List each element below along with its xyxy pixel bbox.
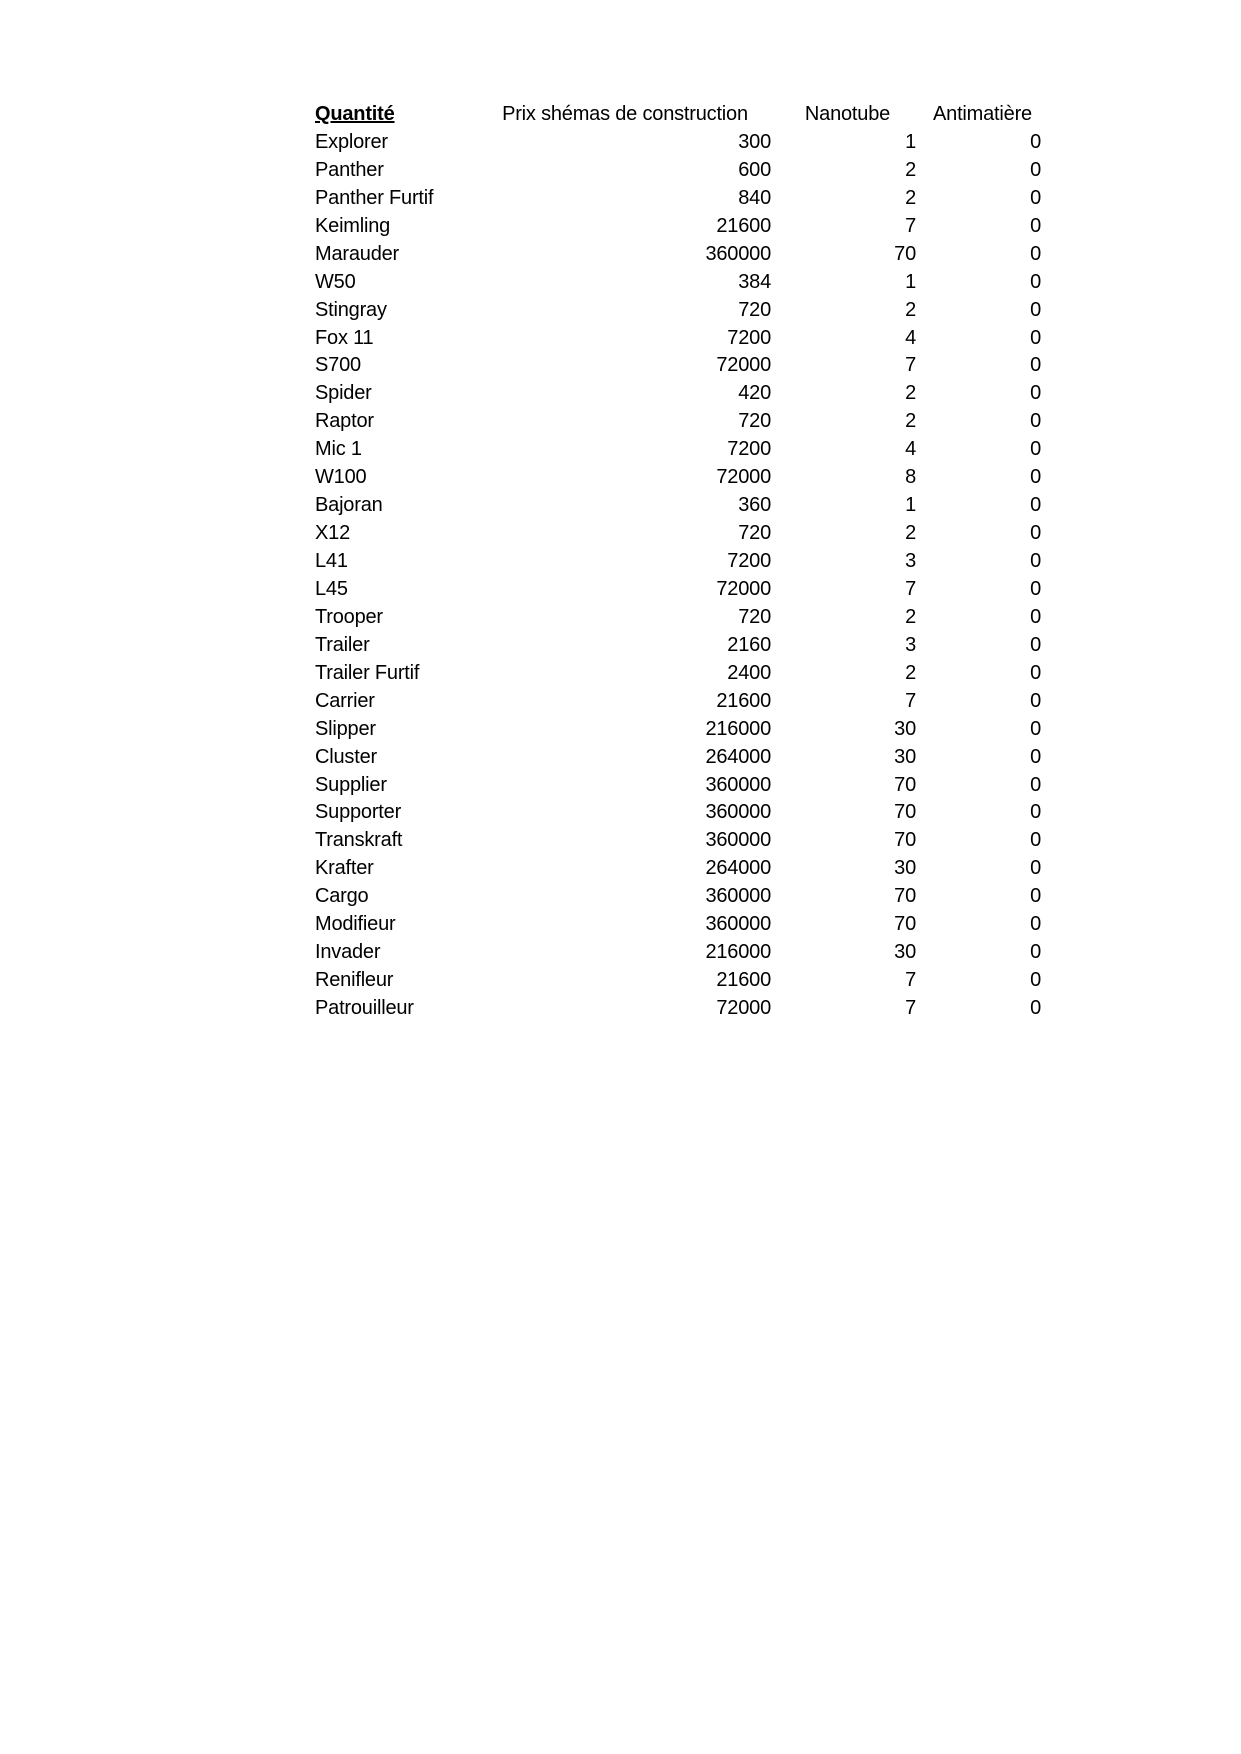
table-row: [315, 660, 1045, 688]
prix-cell: 72000: [716, 354, 771, 377]
antimatiere-cell: 0: [1030, 689, 1041, 712]
antimatiere-cell: 0: [1030, 242, 1041, 265]
antimatiere-cell: 0: [1030, 941, 1041, 964]
table-row: [315, 688, 1045, 716]
prix-cell: 420: [738, 382, 771, 405]
prix-cell: 21600: [716, 214, 771, 237]
ship-name-cell: Fox 11: [315, 326, 374, 349]
nanotube-cell: 30: [894, 745, 916, 768]
prix-cell: 720: [738, 410, 771, 433]
table-row: [315, 241, 1045, 269]
antimatiere-cell: 0: [1030, 913, 1041, 936]
nanotube-cell: 70: [894, 829, 916, 852]
table-row: [315, 967, 1045, 995]
prix-cell: 72000: [716, 997, 771, 1019]
table-row: [315, 520, 1045, 548]
table-row: [315, 995, 1045, 1023]
antimatiere-cell: 0: [1030, 717, 1041, 740]
nanotube-cell: 7: [905, 997, 916, 1019]
ship-name-cell: Trooper: [315, 605, 383, 628]
ship-name-cell: Patrouilleur: [315, 997, 414, 1019]
antimatiere-cell: 0: [1030, 969, 1041, 992]
ship-name-cell: Panther: [315, 158, 384, 181]
prix-cell: 264000: [705, 857, 771, 880]
nanotube-cell: 30: [894, 941, 916, 964]
nanotube-cell: 2: [905, 605, 916, 628]
ship-name-cell: Raptor: [315, 410, 374, 433]
table-row: [315, 744, 1045, 772]
nanotube-cell: 30: [894, 857, 916, 880]
nanotube-cell: 2: [905, 382, 916, 405]
prix-cell: 21600: [716, 969, 771, 992]
ship-name-cell: X12: [315, 522, 350, 545]
nanotube-cell: 30: [894, 717, 916, 740]
antimatiere-cell: 0: [1030, 997, 1041, 1019]
antimatiere-cell: 0: [1030, 214, 1041, 237]
antimatiere-cell: 0: [1030, 633, 1041, 656]
ships-cost-table: [315, 101, 1045, 1023]
ship-name-cell: S700: [315, 354, 361, 377]
ship-name-cell: Marauder: [315, 242, 399, 265]
nanotube-cell: 70: [894, 801, 916, 824]
nanotube-cell: 2: [905, 661, 916, 684]
table-row: [315, 604, 1045, 632]
table-row: [315, 632, 1045, 660]
prix-cell: 2400: [727, 661, 771, 684]
ship-name-cell: W100: [315, 466, 367, 489]
ship-name-cell: Supporter: [315, 801, 402, 824]
table-row: [315, 325, 1045, 353]
antimatiere-cell: 0: [1030, 158, 1041, 181]
table-row: [315, 827, 1045, 855]
prix-cell: 300: [738, 130, 771, 153]
nanotube-cell: 7: [905, 214, 916, 237]
prix-cell: 360000: [705, 913, 771, 936]
table-row: [315, 297, 1045, 325]
nanotube-cell: 7: [905, 577, 916, 600]
nanotube-cell: 8: [905, 466, 916, 489]
antimatiere-cell: 0: [1030, 773, 1041, 796]
ship-name-cell: Cluster: [315, 745, 377, 768]
ship-name-cell: Mic 1: [315, 438, 362, 461]
table-row: [315, 436, 1045, 464]
ship-name-cell: Keimling: [315, 214, 391, 237]
nanotube-cell: 2: [905, 522, 916, 545]
antimatiere-cell: 0: [1030, 605, 1041, 628]
table-body: [315, 129, 1045, 1023]
ship-name-cell: Krafter: [315, 857, 374, 880]
table-row: [315, 269, 1045, 297]
prix-cell: 600: [738, 158, 771, 181]
table-row: [315, 799, 1045, 827]
table-row: [315, 157, 1045, 185]
nanotube-cell: 4: [905, 326, 916, 349]
table-row: [315, 716, 1045, 744]
prix-cell: 360: [738, 494, 771, 517]
ship-name-cell: Supplier: [315, 773, 387, 796]
nanotube-cell: 3: [905, 633, 916, 656]
table-row: [315, 772, 1045, 800]
ship-name-cell: Transkraft: [315, 829, 403, 852]
ship-name-cell: Modifieur: [315, 913, 396, 936]
table-row: [315, 185, 1045, 213]
nanotube-cell: 70: [894, 242, 916, 265]
ship-name-cell: Invader: [315, 941, 381, 964]
ship-name-cell: Explorer: [315, 130, 388, 153]
prix-cell: 7200: [727, 438, 771, 461]
prix-cell: 720: [738, 298, 771, 321]
antimatiere-cell: 0: [1030, 354, 1041, 377]
table-row: [315, 576, 1045, 604]
prix-cell: 7200: [727, 550, 771, 572]
table-header-row: [315, 101, 1045, 129]
prix-cell: 384: [738, 270, 771, 293]
ship-name-cell: Spider: [315, 382, 372, 405]
ship-name-cell: Carrier: [315, 689, 375, 712]
nanotube-cell: 2: [905, 186, 916, 209]
table-row: [315, 129, 1045, 157]
ship-name-cell: Trailer Furtif: [315, 661, 420, 684]
antimatiere-cell: 0: [1030, 298, 1041, 321]
prix-cell: 360000: [705, 829, 771, 852]
prix-cell: 360000: [705, 885, 771, 908]
nanotube-cell: 3: [905, 550, 916, 572]
ship-name-cell: W50: [315, 270, 356, 293]
ship-name-cell: Trailer: [315, 633, 370, 656]
table-row: [315, 911, 1045, 939]
ship-name-cell: Bajoran: [315, 494, 383, 517]
table-row: [315, 213, 1045, 241]
antimatiere-cell: 0: [1030, 745, 1041, 768]
table-row: [315, 408, 1045, 436]
antimatiere-cell: 0: [1030, 438, 1041, 461]
nanotube-cell: 70: [894, 913, 916, 936]
column-header-quantite: [315, 101, 475, 129]
antimatiere-cell: 0: [1030, 410, 1041, 433]
prix-cell: 216000: [705, 941, 771, 964]
antimatiere-cell: 0: [1030, 829, 1041, 852]
table-row: [315, 939, 1045, 967]
antimatiere-cell: 0: [1030, 885, 1041, 908]
nanotube-cell: 2: [905, 158, 916, 181]
prix-cell: 360000: [705, 801, 771, 824]
antimatiere-cell: 0: [1030, 326, 1041, 349]
antimatiere-cell: 0: [1030, 550, 1041, 572]
table-row: [315, 464, 1045, 492]
nanotube-cell: 1: [905, 494, 916, 517]
antimatiere-cell: 0: [1030, 130, 1041, 153]
antimatiere-cell: 0: [1030, 270, 1041, 293]
nanotube-cell: 2: [905, 410, 916, 433]
table-row: [315, 352, 1045, 380]
ship-name-cell: L45: [315, 577, 348, 600]
nanotube-cell: 7: [905, 969, 916, 992]
antimatiere-cell: 0: [1030, 382, 1041, 405]
ship-name-cell: Panther Furtif: [315, 186, 434, 209]
prix-cell: 21600: [716, 689, 771, 712]
nanotube-cell: 1: [905, 270, 916, 293]
antimatiere-cell: 0: [1030, 801, 1041, 824]
table-row: [315, 883, 1045, 911]
table-row: [315, 548, 1045, 576]
table-row: [315, 380, 1045, 408]
prix-cell: 720: [738, 605, 771, 628]
nanotube-cell: 4: [905, 438, 916, 461]
antimatiere-cell: 0: [1030, 466, 1041, 489]
nanotube-cell: 7: [905, 689, 916, 712]
column-header-antimatiere: Antimatière: [933, 103, 1032, 125]
nanotube-cell: 70: [894, 885, 916, 908]
antimatiere-cell: 0: [1030, 522, 1041, 545]
nanotube-cell: 1: [905, 130, 916, 153]
antimatiere-cell: 0: [1030, 577, 1041, 600]
table-row: [315, 492, 1045, 520]
table-row: [315, 855, 1045, 883]
prix-cell: 72000: [716, 577, 771, 600]
ship-name-cell: Renifleur: [315, 969, 394, 992]
antimatiere-cell: 0: [1030, 494, 1041, 517]
ship-name-cell: Cargo: [315, 885, 369, 908]
prix-cell: 7200: [727, 326, 771, 349]
antimatiere-cell: 0: [1030, 186, 1041, 209]
prix-cell: 2160: [727, 633, 771, 656]
prix-cell: 720: [738, 522, 771, 545]
prix-cell: 840: [738, 186, 771, 209]
prix-cell: 216000: [705, 717, 771, 740]
antimatiere-cell: 0: [1030, 857, 1041, 880]
column-header-nanotube: Nanotube: [804, 103, 891, 125]
prix-cell: 360000: [705, 242, 771, 265]
prix-cell: 360000: [705, 773, 771, 796]
nanotube-cell: 70: [894, 773, 916, 796]
column-header-quantite-label: Quantité: [315, 103, 395, 125]
column-header-prix-shemas: Prix shémas de construction: [502, 103, 748, 125]
ship-name-cell: Stingray: [315, 298, 387, 321]
ship-name-cell: L41: [315, 550, 348, 572]
nanotube-cell: 7: [905, 354, 916, 377]
nanotube-cell: 2: [905, 298, 916, 321]
prix-cell: 72000: [716, 466, 771, 489]
ship-name-cell: Slipper: [315, 717, 376, 740]
antimatiere-cell: 0: [1030, 661, 1041, 684]
prix-cell: 264000: [705, 745, 771, 768]
